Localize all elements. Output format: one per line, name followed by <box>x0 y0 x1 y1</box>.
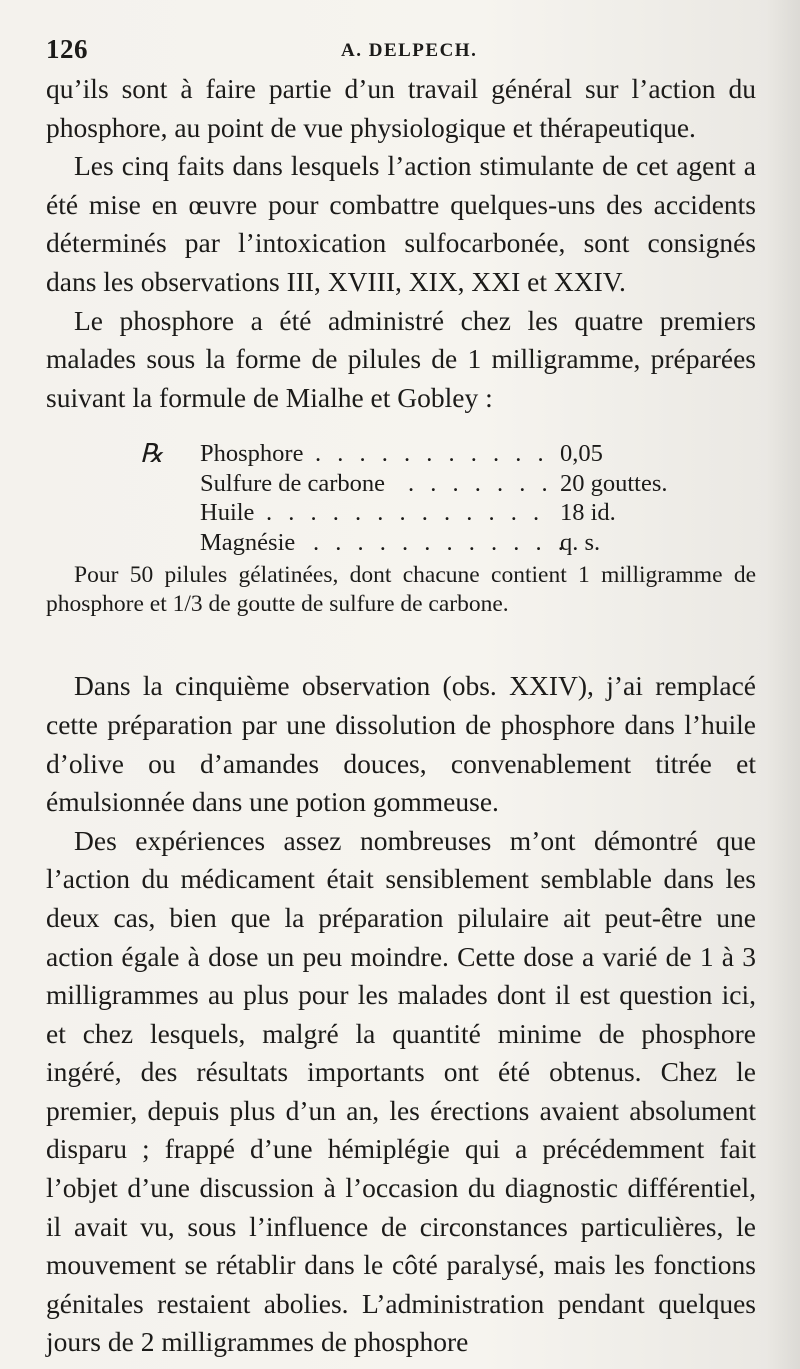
formula-note <box>46 561 756 619</box>
running-title: A. DELPECH. <box>341 40 478 61</box>
formula-ingredient: Sulfure de carbone <box>200 469 386 497</box>
formula-row <box>170 528 756 558</box>
formula-quantity: 0,05 <box>560 440 603 468</box>
formula-leader-dots: . . . . . . . <box>408 469 553 497</box>
formula-row <box>170 498 756 528</box>
recipe-symbol: ℞ <box>140 439 164 469</box>
paragraph: qu’ils sont à faire partie d’un travail général sur l’action du phosphore, au point de vue physiologique et thérapeutique. <box>46 73 756 143</box>
paragraph: Les cinq faits dans lesquels l’action stimulante de cet agent a été mise en œuvre pour combattre quelques-uns des accidents déterminés par l’intoxication sulfocarbonée, sont consignés dans les observations III, XVIII, XIX, XXI et XXIV. <box>46 150 756 297</box>
section-gap <box>46 619 756 667</box>
paragraph: Des expériences assez nombreuses m’ont démontré que l’action du médicament était sensiblement semblable dans les deux cas, bien que la préparation pilulaire ait peut-être une action égale à dose un peu moindre. Cette dose a varié de 1 à 3 milligrammes au plus pour les malades dont il est question ici, et chez lesquels, malgré la quantité minime de phosphore ingéré, des résultats importants ont été obtenus. Chez le premier, depuis plus d’un an, les érections avaient absolument disparu ; frappé d’une hémiplégie qui a précédemment fait l’objet d’une discussion à l’occasion du diagnostic différentiel, il avait vu, sous l’influence de circonstances particulières, le mouvement se rétablir dans le côté paralysé, mais les fonctions génitales restaient abolies. L’administration pendant quelques jours de 2 milligrammes de phosphore <box>46 824 756 1358</box>
paragraph: Dans la cinquième observation (obs. XXIV), j’ai remplacé cette préparation par une dissolution de phosphore dans l’huile d’olive ou d’amandes douces, convenablement titrée et émulsionnée dans une potion gommeuse. <box>46 670 756 818</box>
formula-quantity: 18 id. <box>560 499 616 527</box>
paragraph: Le phosphore a été administré chez les quatre premiers malades sous la forme de pilules de 1 milligramme, préparées suivant la formule de Mialhe et Gobley : <box>46 304 756 413</box>
formula-leader-dots: . . . . . . . . . . . <box>315 440 549 468</box>
formula-leader-dots: . . . . . . . . . . . . . <box>266 499 545 527</box>
formula-ingredient: Huile <box>200 499 255 527</box>
body-text-bottom <box>46 667 756 1362</box>
formula-row <box>140 439 756 469</box>
formula-quantity: 20 gouttes. <box>560 469 668 497</box>
formula-leader-dots: . . . . . . . . . . . . <box>313 528 569 556</box>
formula-ingredient: Magnésie <box>200 528 296 556</box>
page-number: 126 <box>46 34 88 64</box>
formula-note-text: Pour 50 pilules gélatinées, dont chacune contient 1 milligramme de phosphore et 1/3 de goutte de sulfure de carbone. <box>46 562 756 618</box>
body-text-top <box>46 70 756 417</box>
running-head <box>46 28 756 70</box>
prescription-formula <box>46 439 756 557</box>
formula-row <box>170 469 756 499</box>
formula-quantity: q. s. <box>560 528 601 556</box>
formula-ingredient: Phosphore <box>200 440 304 468</box>
